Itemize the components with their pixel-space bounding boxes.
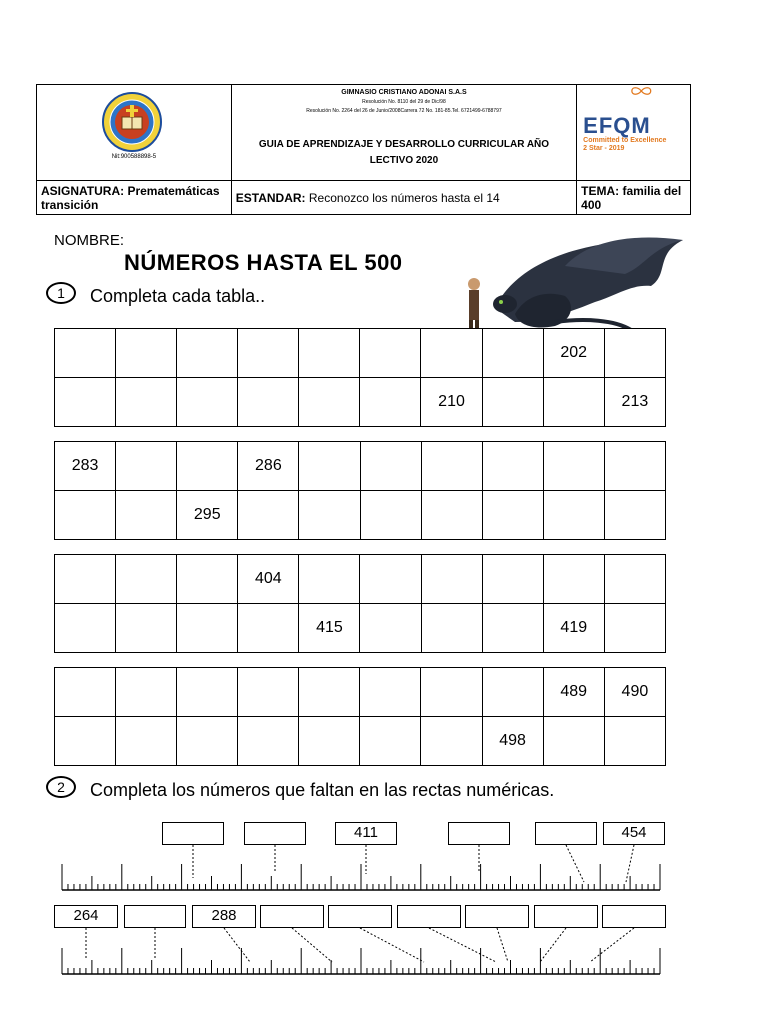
number-line-2-box[interactable]: [328, 905, 392, 928]
grid-cell[interactable]: [116, 491, 177, 540]
grid-cell[interactable]: 210: [421, 378, 482, 427]
subject-cell: [37, 181, 232, 215]
grid-cell[interactable]: [55, 668, 116, 717]
connector-line: [292, 928, 332, 962]
number-line-1-box[interactable]: [244, 822, 306, 845]
grid-cell[interactable]: [360, 378, 421, 427]
grid-cell[interactable]: 295: [177, 491, 238, 540]
number-line-2-box[interactable]: [260, 905, 324, 928]
grid-row: [55, 491, 666, 540]
grid-cell[interactable]: 202: [543, 329, 604, 378]
grid-cell[interactable]: [543, 491, 604, 540]
grid-cell[interactable]: 415: [299, 604, 360, 653]
grid-cell[interactable]: [360, 555, 421, 604]
grid-row: [55, 329, 666, 378]
grid-cell[interactable]: [55, 717, 116, 766]
grid-cell[interactable]: [299, 717, 360, 766]
grid-cell[interactable]: [482, 329, 543, 378]
grid-row: [55, 378, 666, 427]
grid-cell[interactable]: [177, 668, 238, 717]
question-1-number: 1: [46, 282, 76, 304]
grid-cell[interactable]: [421, 604, 482, 653]
grid-cell[interactable]: 283: [55, 442, 116, 491]
grid-cell[interactable]: [177, 604, 238, 653]
subject-label: ASIGNATURA: Prematemáticas transición: [41, 183, 220, 212]
number-line-2-box[interactable]: [397, 905, 461, 928]
grid-cell[interactable]: [299, 491, 360, 540]
header-table: [36, 84, 691, 215]
grid-row: [55, 604, 666, 653]
grid-cell[interactable]: [55, 378, 116, 427]
grid-cell[interactable]: [482, 555, 543, 604]
grid-cell[interactable]: 490: [604, 668, 665, 717]
grid-cell[interactable]: [604, 555, 665, 604]
grid-cell[interactable]: [299, 329, 360, 378]
grid-row: [55, 717, 666, 766]
grid-cell[interactable]: 498: [482, 717, 543, 766]
grid-cell[interactable]: [482, 378, 543, 427]
worksheet-title: NÚMEROS HASTA EL 500: [124, 250, 403, 275]
grid-cell[interactable]: [238, 717, 299, 766]
question-1-text: Completa cada tabla..: [90, 286, 266, 306]
theme-label: TEMA: familia del 400: [581, 183, 682, 212]
connector-line: [360, 928, 424, 962]
grid-cell[interactable]: [116, 668, 177, 717]
resolution-line-2: Resolución No. 2264 del 26 de Junio/2008Carrera 72 No. 181-85.Tel. 6721499-6788797: [306, 108, 502, 114]
grid-row: [55, 668, 666, 717]
grid-cell[interactable]: [238, 378, 299, 427]
number-line-1-box[interactable]: [535, 822, 597, 845]
question-2-number: 2: [46, 776, 76, 798]
grid-cell[interactable]: [360, 668, 421, 717]
grid-cell[interactable]: [299, 378, 360, 427]
grid-cell[interactable]: [360, 442, 421, 491]
grid-cell[interactable]: [360, 717, 421, 766]
grid-cell[interactable]: [55, 555, 116, 604]
grid-cell[interactable]: [421, 442, 482, 491]
number-line-2-box[interactable]: [465, 905, 529, 928]
connector-line: [590, 928, 634, 962]
grid-cell[interactable]: [116, 329, 177, 378]
grid-cell[interactable]: [177, 378, 238, 427]
number-grid-4: [54, 667, 666, 766]
school-info-cell: [231, 85, 576, 181]
grid-cell[interactable]: [604, 491, 665, 540]
efqm-tagline-1: Committed to Excellence: [583, 137, 667, 144]
grid-cell[interactable]: [543, 378, 604, 427]
grid-cell[interactable]: [360, 604, 421, 653]
school-seal-icon: [102, 91, 162, 153]
grid-cell[interactable]: 213: [604, 378, 665, 427]
grid-cell[interactable]: [299, 442, 360, 491]
grid-cell[interactable]: [116, 378, 177, 427]
grid-cell[interactable]: [177, 555, 238, 604]
resolution-line-1: Resolución No. 8110 del 29 de Dic/98: [362, 99, 446, 105]
number-grid-3: [54, 554, 666, 653]
grid-cell[interactable]: [116, 442, 177, 491]
grid-cell[interactable]: [360, 491, 421, 540]
grid-cell[interactable]: [299, 555, 360, 604]
grid-cell[interactable]: [177, 717, 238, 766]
grid-cell[interactable]: 286: [238, 442, 299, 491]
standard-label: ESTANDAR:: [235, 190, 306, 205]
school-logo-cell: [37, 85, 232, 181]
grid-cell[interactable]: [543, 555, 604, 604]
efqm-logo-cell: [577, 85, 691, 181]
grid-row: [55, 555, 666, 604]
guide-title: GUIA DE APRENDIZAJE Y DESARROLLO CURRICULAR AÑO LECTIVO 2020: [258, 139, 550, 166]
connector-line: [429, 928, 496, 962]
grid-cell[interactable]: [360, 329, 421, 378]
number-line-2-box[interactable]: 288: [192, 905, 256, 928]
grid-cell[interactable]: [421, 555, 482, 604]
grid-cell[interactable]: [482, 604, 543, 653]
grid-cell[interactable]: [116, 717, 177, 766]
grid-cell[interactable]: [177, 329, 238, 378]
standard-cell: [231, 181, 576, 215]
number-line-2-box[interactable]: [534, 905, 598, 928]
grid-cell[interactable]: [299, 668, 360, 717]
dragon-illustration-icon: [455, 226, 687, 338]
grid-cell[interactable]: [421, 717, 482, 766]
number-line-2-box[interactable]: 264: [54, 905, 118, 928]
grid-cell[interactable]: [238, 604, 299, 653]
school-name: GIMNASIO CRISTIANO ADONAI S.A.S: [341, 89, 467, 96]
number-grid-2: [54, 441, 666, 540]
grid-cell[interactable]: 404: [238, 555, 299, 604]
grid-cell[interactable]: [604, 442, 665, 491]
number-grid-1: [54, 328, 666, 427]
grid-row: [55, 442, 666, 491]
connector-line: [497, 928, 508, 962]
grid-cell[interactable]: [421, 668, 482, 717]
efqm-tagline-2: 2 Star - 2019: [583, 145, 625, 152]
question-2-text: Completa los números que faltan en las rectas numéricas.: [90, 780, 555, 800]
grid-cell[interactable]: [55, 329, 116, 378]
grid-cell[interactable]: [543, 717, 604, 766]
number-line-1-box[interactable]: [162, 822, 224, 845]
grid-cell[interactable]: [482, 668, 543, 717]
name-label: NOMBRE:: [54, 232, 125, 249]
efqm-tagline: [583, 137, 666, 153]
grid-cell[interactable]: [116, 555, 177, 604]
grid-cell[interactable]: [177, 442, 238, 491]
grid-cell[interactable]: [421, 491, 482, 540]
grid-cell[interactable]: [482, 442, 543, 491]
connector-line: [224, 928, 250, 962]
number-line-1-box[interactable]: [448, 822, 510, 845]
efqm-brand: EFQM: [583, 113, 651, 138]
grid-cell[interactable]: [55, 604, 116, 653]
grid-cell[interactable]: 489: [543, 668, 604, 717]
grid-cell[interactable]: [238, 329, 299, 378]
standard-value: Reconozco los números hasta el 14: [308, 190, 500, 205]
connector-line: [566, 845, 584, 882]
number-line-1-box[interactable]: 454: [603, 822, 665, 845]
grid-cell[interactable]: [604, 604, 665, 653]
grid-cell[interactable]: [55, 491, 116, 540]
number-line-1-box[interactable]: 411: [335, 822, 397, 845]
connector-line: [540, 928, 566, 962]
number-line-2-box[interactable]: [602, 905, 666, 928]
nit-text: Nit:900588898-5: [111, 154, 157, 160]
grid-cell[interactable]: [604, 329, 665, 378]
grid-cell[interactable]: [238, 491, 299, 540]
grid-cell[interactable]: 419: [543, 604, 604, 653]
efqm-infinity-icon: [577, 85, 697, 115]
theme-cell: [577, 181, 691, 215]
grid-cell[interactable]: [116, 604, 177, 653]
grid-cell[interactable]: [543, 442, 604, 491]
grid-cell[interactable]: [421, 329, 482, 378]
grid-cell[interactable]: [604, 717, 665, 766]
grid-cell[interactable]: [238, 668, 299, 717]
grid-cell[interactable]: [482, 491, 543, 540]
number-line-2-box[interactable]: [124, 905, 186, 928]
